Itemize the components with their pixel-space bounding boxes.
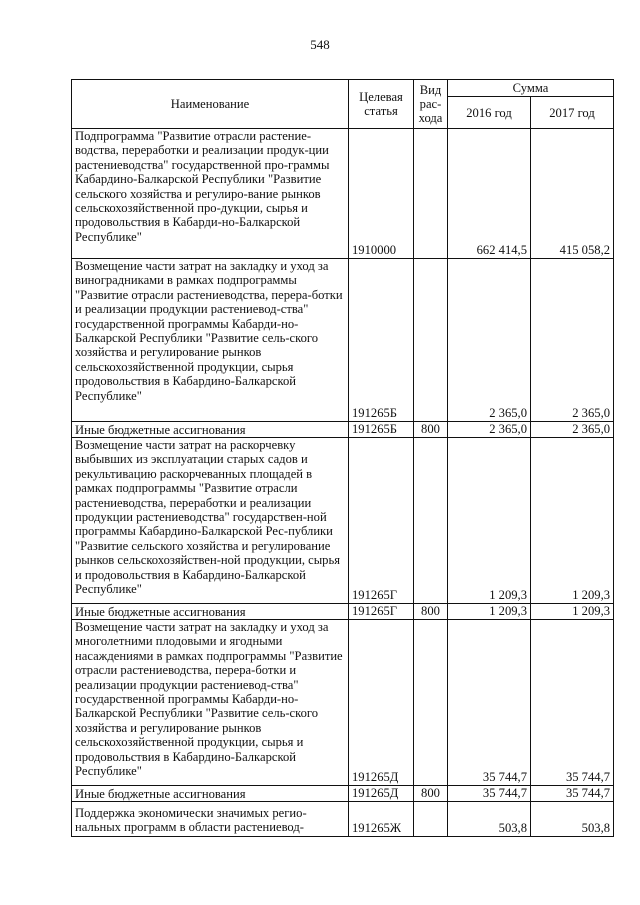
row-type: 800 [414,786,448,802]
header-year-2016: 2016 год [448,97,531,129]
row-sum-2016: 662 414,5 [448,129,531,259]
row-sum-2017: 2 365,0 [531,259,614,422]
row-sum-2016: 35 744,7 [448,620,531,786]
row-article: 191265Г [349,604,414,620]
table-row [72,129,614,259]
row-sum-2017: 35 744,7 [531,620,614,786]
row-name: Иные бюджетные ассигнования [72,422,349,438]
header-year-2017: 2017 год [531,97,614,129]
row-type [414,129,448,259]
budget-table [71,79,614,837]
row-type: 800 [414,604,448,620]
row-sum-2017: 2 365,0 [531,422,614,438]
row-type [414,259,448,422]
row-name: Иные бюджетные ассигнования [72,786,349,802]
row-sum-2016: 35 744,7 [448,786,531,802]
header-expense-type: Вид рас-хода [414,80,448,129]
table-row [72,802,614,837]
row-article: 191265Д [349,786,414,802]
row-article: 191265Б [349,422,414,438]
row-sum-2016: 503,8 [448,802,531,837]
row-article: 191265Д [349,620,414,786]
row-article: 191265Б [349,259,414,422]
row-type: 800 [414,422,448,438]
row-name: Поддержка экономически значимых регио-нальных программ в области растениевод- [72,802,349,837]
table-row [72,604,614,620]
table-row [72,620,614,786]
row-name: Возмещение части затрат на закладку и уход за многолетними плодовыми и ягодными насаждениями в рамках подпрограммы "Развитие отрасли растениеводства, перера-ботки и реализации продукции растениевод-ства" государственной программы Кабарди-но-Балкарской Республики "Развитие сель-ского хозяйства и регулирование рынков сельскохозяйственной продукции, сырья и продовольствия в Кабардино-Балкарской Республике" [72,620,349,786]
table-row [72,259,614,422]
row-sum-2017: 35 744,7 [531,786,614,802]
row-sum-2017: 1 209,3 [531,438,614,604]
row-sum-2016: 2 365,0 [448,259,531,422]
page-number: 548 [310,37,330,52]
row-type [414,620,448,786]
row-sum-2016: 1 209,3 [448,604,531,620]
row-sum-2017: 1 209,3 [531,604,614,620]
header-target-article: Целевая статья [349,80,414,129]
table-row [72,422,614,438]
row-sum-2016: 1 209,3 [448,438,531,604]
table-row [72,786,614,802]
row-type [414,802,448,837]
row-type [414,438,448,604]
row-article: 191265Ж [349,802,414,837]
row-name: Возмещение части затрат на раскорчевку выбывших из эксплуатации старых садов и рекультивацию раскорчеванных площадей в рамках подпрограммы "Развитие отрасли растениеводства, переработки и реализации продукции растениеводства" государствен-ной программы Кабардино-Балкарской Рес-публики "Развитие сельского хозяйства и регулирование рынков сельскохозяйствен-ной продукции, сырья и продовольствия в Кабардино-Балкарской Республике" [72,438,349,604]
table-row [72,438,614,604]
row-sum-2016: 2 365,0 [448,422,531,438]
row-sum-2017: 415 058,2 [531,129,614,259]
row-sum-2017: 503,8 [531,802,614,837]
row-name: Возмещение части затрат на закладку и уход за виноградниками в рамках подпрограммы "Развитие отрасли растениеводства, перера-ботки и реализации продукции растениевод-ства" государственной программы Кабарди-но-Балкарской Республики "Развитие сель-ского хозяйства и регулирование рынков сельскохозяйственной продукции, сырья продовольствия в Кабардино-Балкарской Республике" [72,259,349,422]
row-name: Подпрограмма "Развитие отрасли растение-водства, переработки и реализации продук-ции растениеводства" государственной про-граммы Кабардино-Балкарской Республики "Развитие сельского хозяйства и регулиро-вание рынков сельскохозяйственной про-дукции, сырья и продовольствия в Кабарди-но-Балкарской Республике" [72,129,349,259]
header-sum: Сумма [448,80,614,97]
row-article: 191265Г [349,438,414,604]
header-name: Наименование [72,80,349,129]
row-article: 1910000 [349,129,414,259]
row-name: Иные бюджетные ассигнования [72,604,349,620]
